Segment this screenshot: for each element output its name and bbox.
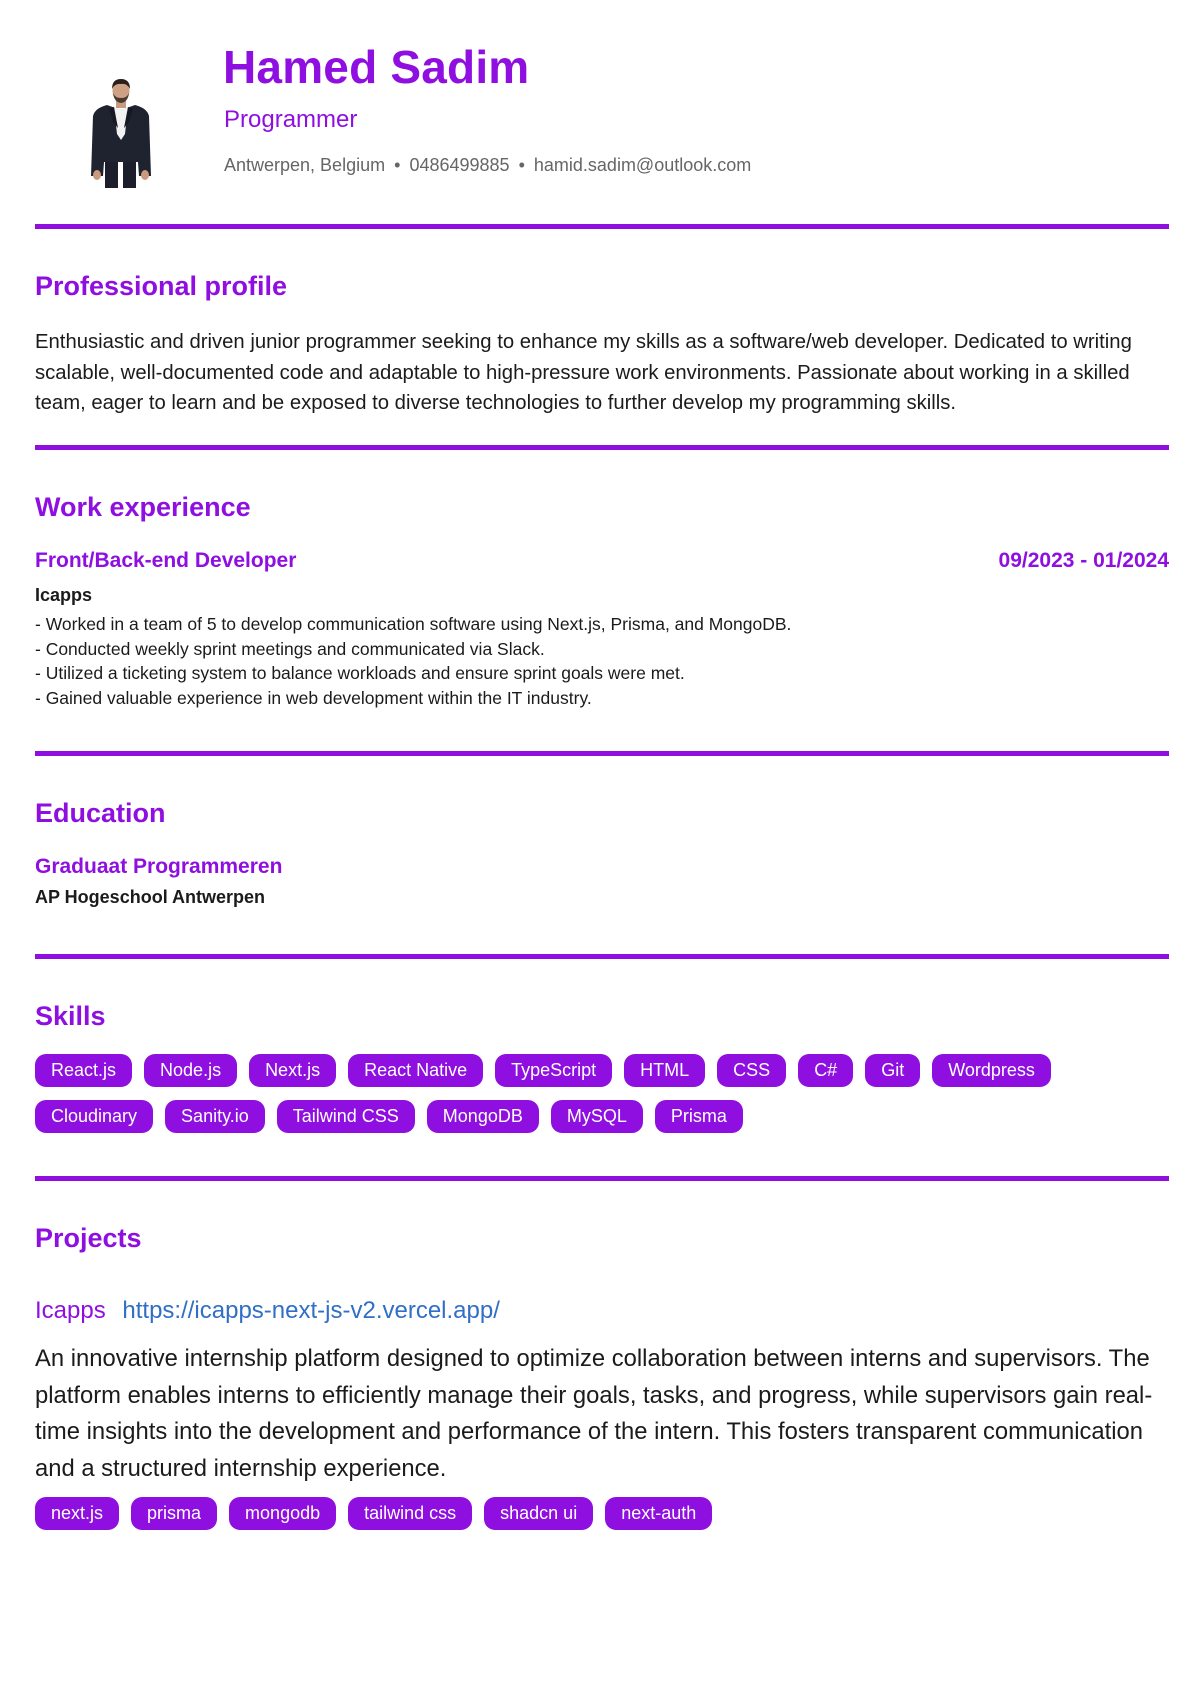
skill-tag: Node.js [144,1054,237,1087]
separator-dot: • [394,155,401,175]
project-tag: mongodb [229,1497,336,1530]
skill-tag: React.js [35,1054,132,1087]
education-heading: Education [35,798,166,828]
project-tag: prisma [131,1497,217,1530]
skill-tag: Sanity.io [165,1100,265,1133]
skill-tag: Prisma [655,1100,743,1133]
projects-section [35,1181,1169,1530]
skill-tag: React Native [348,1054,483,1087]
skill-tag: Tailwind CSS [277,1100,415,1133]
contact-phone: 0486499885 [409,155,510,175]
project-header [35,1297,1169,1325]
project-description: An innovative internship platform designed to optimize collaboration between interns and supervisors. The platform enables interns to efficiently manage their goals, tasks, and progress, while supervisors gain real-time insights into the development and performance of the intern. This fosters transparent communication and a structured internship experience. [35,1345,1153,1482]
candidate-role: Programmer [224,106,358,133]
project-name: Icapps [35,1297,106,1324]
project-tags [35,1497,1169,1530]
job-bullet: - Worked in a team of 5 to develop communication software using Next.js, Prisma, and MongoDB. [35,614,792,634]
skill-tag: Git [865,1054,920,1087]
candidate-name: Hamed Sadim [223,41,530,93]
resume-page [35,0,1169,1530]
skills-section [35,959,1169,1176]
education-degree: Graduaat Programmeren [35,855,283,878]
skill-tag: Wordpress [932,1054,1051,1087]
project-tag: next-auth [605,1497,712,1530]
project-tag: tailwind css [348,1497,472,1530]
skill-tag: Cloudinary [35,1100,153,1133]
project-link[interactable]: https://icapps-next-js-v2.vercel.app/ [122,1297,500,1324]
education-school: AP Hogeschool Antwerpen [35,887,266,907]
project-tag: shadcn ui [484,1497,593,1530]
contact-email: hamid.sadim@outlook.com [533,155,752,175]
profile-text: Enthusiastic and driven junior programmer seeking to enhance my skills as a software/web developer. Dedicated to writing scalable, well-documented code and adaptable to high-pressure work environments. Passionate about working in a skilled team, eager to learn and be exposed to diverse technologies to further develop my programming skills. [35,331,1132,414]
skills-tags [35,1054,1169,1133]
job-dates: 09/2023 - 01/2024 [998,549,1169,572]
job-bullet: - Utilized a ticketing system to balance workloads and ensure sprint goals were met. [35,663,685,683]
resume-header [35,0,1169,224]
contact-location: Antwerpen, Belgium [224,155,386,175]
skills-heading: Skills [35,1001,106,1031]
job-company: Icapps [35,585,93,605]
skill-tag: MongoDB [427,1100,539,1133]
skill-tag: MySQL [551,1100,643,1133]
skill-tag: CSS [717,1054,786,1087]
job-bullet: - Gained valuable experience in web development within the IT industry. [35,687,592,708]
profile-photo [83,76,159,188]
job-bullets [35,612,1169,710]
education-section [35,756,1169,954]
work-heading: Work experience [35,492,251,522]
contact-line [224,155,751,176]
skill-tag: Next.js [249,1054,336,1087]
skill-tag: C# [798,1054,853,1087]
skill-tag: TypeScript [495,1054,612,1087]
job-title: Front/Back-end Developer [35,549,297,572]
job-header [35,549,1169,577]
profile-section [35,229,1169,445]
work-section [35,450,1169,751]
job-bullet: - Conducted weekly sprint meetings and communicated via Slack. [35,638,545,659]
project-tag: next.js [35,1497,119,1530]
skill-tag: HTML [624,1054,705,1087]
separator-dot: • [518,155,525,175]
projects-heading: Projects [35,1223,142,1253]
profile-heading: Professional profile [35,271,288,301]
